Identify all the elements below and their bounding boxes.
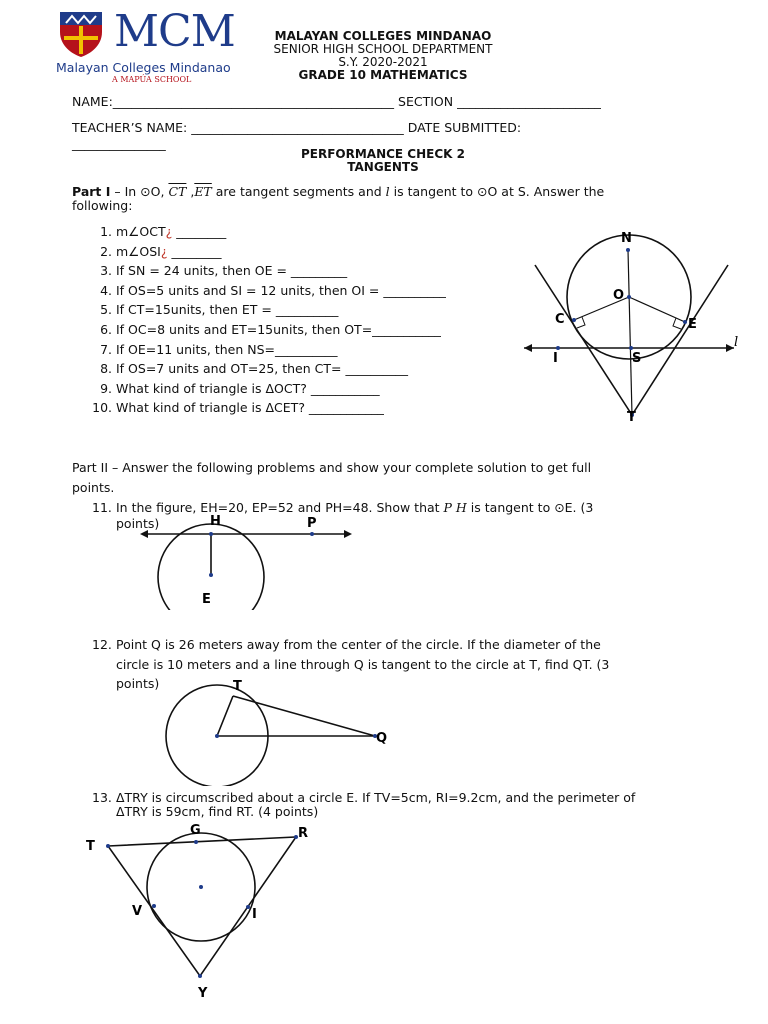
department: SENIOR HIGH SCHOOL DEPARTMENT (273, 42, 493, 56)
label-n: N (621, 231, 632, 246)
school-logo (56, 8, 236, 84)
problem-11: 11. In the figure, EH=20, EP=52 and PH=48. Show that P H is tangent to ⊙E. (3 points) (92, 500, 594, 531)
logo-brand: MCM (114, 6, 235, 57)
tangent-figure-13 (80, 818, 330, 1008)
name-section-field[interactable]: NAME:_____________________________________________ SECTION _______________________ (72, 94, 601, 109)
tangent-qt (233, 696, 375, 736)
problem-13: 13. ΔTRY is circumscribed about a circle E. If TV=5cm, RI=9.2cm, and the perimeter of ΔTRY is 59cm, find RT. (4 points) (92, 790, 636, 819)
segment-oe (629, 297, 685, 322)
label-r: R (298, 826, 309, 841)
label-e: E (202, 592, 211, 607)
label-i: I (252, 907, 257, 922)
check-topic: TANGENTS (347, 160, 419, 174)
part1-question-list (88, 222, 536, 418)
segment-ph: P H (443, 500, 467, 515)
label-t: T (86, 839, 95, 854)
list-item: 8. If OS=7 units and OT=25, then CT= __________ (116, 359, 536, 379)
label-p: P (307, 516, 317, 531)
label-i: I (553, 351, 558, 366)
teacher-date-field[interactable]: TEACHER’S NAME: __________________________________ DATE SUBMITTED: (72, 120, 522, 135)
list-item: 7. If OE=11 units, then NS=__________ (116, 340, 536, 360)
segment-ct: $\overline{CT}$ (168, 184, 187, 199)
label-t: T (627, 410, 636, 425)
label-q: Q (376, 731, 388, 746)
list-item: 1. m∠OCT¿ ________ (116, 222, 536, 242)
part1-instructions: Part I – In ⊙O, $\overline{CT}$ $,\overline{ET}$ are tangent segments and l is tangent to ⊙O at S. Answer the (72, 184, 605, 199)
segment-nt (628, 250, 632, 415)
list-item: 3. If SN = 24 units, then OE = _________ (116, 261, 536, 281)
label-c: C (555, 312, 565, 327)
logo-school-name: Malayan Colleges Mindanao (56, 60, 231, 75)
subject: GRADE 10 MATHEMATICS (298, 68, 468, 82)
label-g: G (190, 823, 201, 838)
check-title: PERFORMANCE CHECK 2 (300, 147, 465, 161)
list-item: 10. What kind of triangle is ΔCET? ____________ (116, 398, 536, 418)
logo-tagline: A MAPÚA SCHOOL (112, 75, 192, 84)
part1-label: Part I (72, 184, 111, 199)
label-v: V (132, 904, 143, 919)
part2-instructions: Part II – Answer the following problems and show your complete solution to get full points. (72, 460, 592, 495)
label-l: l (734, 335, 739, 350)
part1-instructions-cont: following: (72, 198, 133, 213)
date-field-line[interactable]: _______________ (72, 136, 166, 151)
label-e: E (688, 317, 697, 332)
tangent-figure-1 (510, 225, 760, 425)
tangent-figure-11 (130, 510, 370, 610)
tangent-figure-12 (160, 676, 400, 786)
list-item: 6. If OC=8 units and ET=15units, then OT=___________ (116, 320, 536, 340)
school-name: MALAYAN COLLEGES MINDANAO (274, 29, 492, 43)
label-y: Y (198, 986, 208, 1001)
list-item: 5. If CT=15units, then ET = __________ (116, 300, 536, 320)
list-item: 4. If OS=5 units and SI = 12 units, then OI = __________ (116, 281, 536, 301)
problem-12: 12. Point Q is 26 meters away from the center of the circle. If the diameter of the circle is 10 meters and a line through Q is tangent to the circle at T, find QT. (3 points) (92, 637, 610, 691)
label-h: H (210, 514, 221, 529)
label-o: O (613, 288, 625, 303)
segment-et: $\overline{ET}$ (194, 184, 212, 199)
list-item: 9. What kind of triangle is ΔOCT? ___________ (116, 379, 536, 399)
line-l: l (385, 184, 390, 199)
tangent-line-t-e (632, 265, 728, 415)
radius-to-t (217, 696, 233, 736)
label-s: S (632, 351, 642, 366)
label-t: T (233, 679, 242, 694)
school-year: S.Y. 2020-2021 (338, 55, 428, 69)
list-item: 2. m∠OSI¿ ________ (116, 242, 536, 262)
shield-icon (56, 8, 106, 58)
